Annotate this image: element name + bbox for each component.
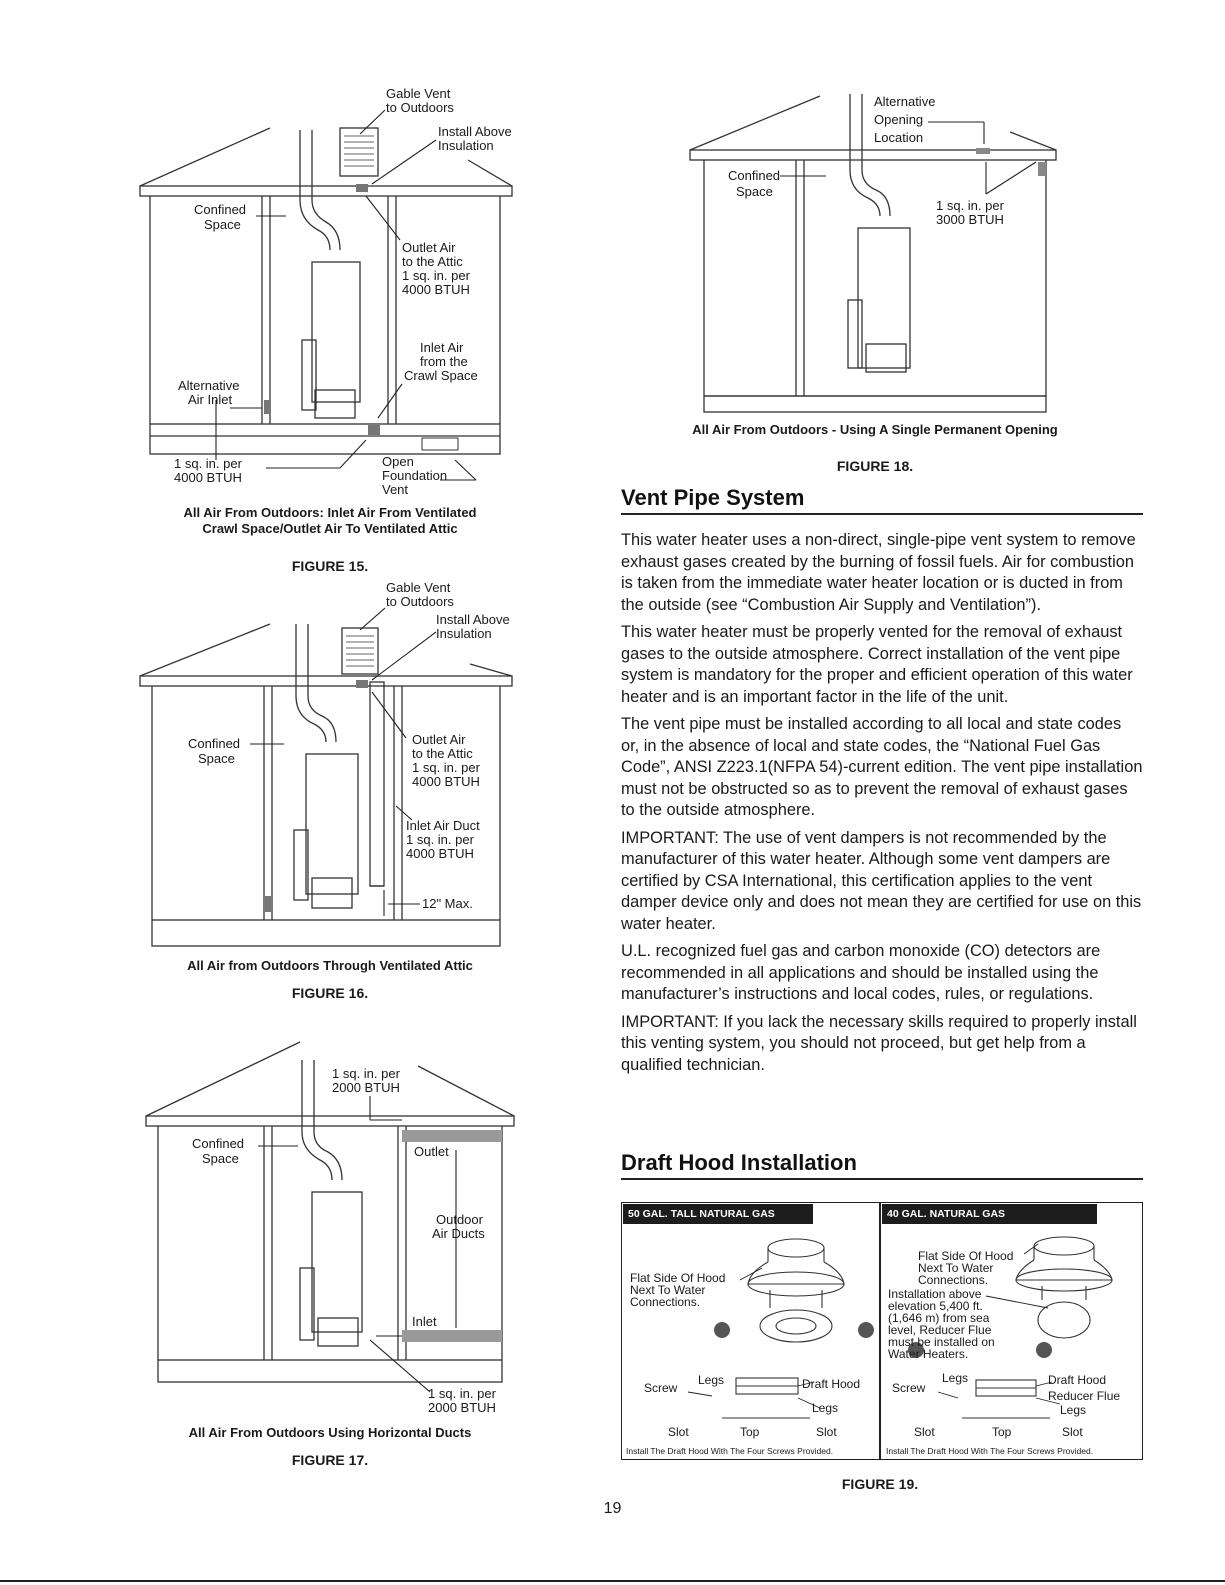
svg-text:to the Attic: to the Attic bbox=[402, 254, 463, 269]
svg-text:1 sq. in. per: 1 sq. in. per bbox=[406, 832, 474, 847]
fig18-caption: All Air From Outdoors - Using A Single Permanent Opening bbox=[692, 422, 1058, 437]
svg-text:Space: Space bbox=[202, 1151, 239, 1166]
svg-text:Air Inlet: Air Inlet bbox=[188, 392, 233, 407]
fig18-number: FIGURE 18. bbox=[836, 458, 914, 474]
fig19-left-legs-side-label: Legs bbox=[812, 1401, 839, 1415]
svg-text:1 sq. in. per: 1 sq. in. per bbox=[402, 268, 470, 283]
svg-text:Next To Water: Next To Water bbox=[918, 1261, 994, 1275]
draft-hood-heading: Draft Hood Installation bbox=[621, 1150, 1143, 1180]
svg-text:Air Ducts: Air Ducts bbox=[432, 1226, 485, 1241]
fig19-left-header: 50 GAL. TALL NATURAL GAS bbox=[623, 1204, 813, 1224]
fig16-confined-space-label: Confined bbox=[188, 736, 241, 751]
svg-text:Location: Location bbox=[874, 130, 924, 145]
fig19-left-slot-left-label: Slot bbox=[668, 1425, 689, 1439]
fig19-right-legs-top-label: Legs bbox=[942, 1371, 969, 1385]
fig19-left-legs-top-label: Legs bbox=[698, 1373, 725, 1387]
svg-text:from the: from the bbox=[420, 354, 468, 369]
fig15-inlet-air-label: Inlet Air bbox=[420, 340, 464, 355]
fig17-caption: All Air From Outdoors Using Horizontal Ducts bbox=[188, 1425, 472, 1440]
fig19-left-footer: Install The Draft Hood With The Four Screws Provided. bbox=[626, 1446, 834, 1456]
fig19-right-slot-right-label: Slot bbox=[1062, 1425, 1083, 1439]
fig16-inlet-duct-label: Inlet Air Duct bbox=[406, 818, 480, 833]
fig16-install-above-label: Install Above bbox=[436, 612, 510, 627]
svg-text:Water Heaters.: Water Heaters. bbox=[888, 1347, 969, 1361]
svg-text:4000 BTUH: 4000 BTUH bbox=[412, 774, 480, 789]
fig18-sq-in-label: 1 sq. in. per bbox=[936, 198, 1004, 213]
vent-paragraph: This water heater must be properly vented for the removal of exhaust gases to the outside atmosphere. Correct installation of the vent pipe system is mandatory for the proper and efficient operation of this water heater and is an important factor in the life of the unit. bbox=[621, 623, 1133, 706]
svg-text:Vent: Vent bbox=[382, 482, 409, 497]
svg-text:2000 BTUH: 2000 BTUH bbox=[332, 1080, 400, 1095]
page-number: 19 bbox=[603, 1500, 622, 1517]
svg-text:elevation 5,400 ft.: elevation 5,400 ft. bbox=[888, 1299, 983, 1313]
svg-text:Insulation: Insulation bbox=[438, 138, 494, 153]
vent-paragraph: The vent pipe must be installed according to all local and state codes or, in the absence of local and state codes, the “National Fuel Gas Code”, ANSI Z223.1(NFPA 54)-current edition. The vent pipe installation must not be obstructed so as to prevent the removal of exhaust gases to the outside atmosphere. bbox=[621, 715, 1143, 819]
svg-text:level, Reducer Flue: level, Reducer Flue bbox=[888, 1323, 992, 1337]
fig15-caption: All Air From Outdoors: Inlet Air From Ventilated Crawl Space/Outlet Air To Ventilated Attic bbox=[183, 505, 477, 536]
bottom-rule bbox=[0, 1580, 1225, 1582]
fig15-sq-in-label: 1 sq. in. per bbox=[174, 456, 242, 471]
fig19-left-slot-right-label: Slot bbox=[816, 1425, 837, 1439]
fig16-outlet-air-label: Outlet Air bbox=[412, 732, 466, 747]
svg-text:Insulation: Insulation bbox=[436, 626, 492, 641]
vent-paragraph: U.L. recognized fuel gas and carbon monoxide (CO) detectors are recommended in all applications and should be installed using the manufacturer’s instructions and local codes, rules, or regulations. bbox=[621, 942, 1101, 1003]
fig19-right-screw-label: Screw bbox=[892, 1381, 926, 1395]
fig19-left-draft-hood-label: Draft Hood bbox=[802, 1377, 861, 1391]
svg-text:4000 BTUH: 4000 BTUH bbox=[174, 470, 242, 485]
svg-text:Opening: Opening bbox=[874, 112, 924, 127]
fig15-install-above-label: Install Above bbox=[438, 124, 512, 139]
fig19-right-slot-left-label: Slot bbox=[914, 1425, 935, 1439]
svg-text:Connections.: Connections. bbox=[630, 1295, 701, 1309]
svg-text:Next To Water: Next To Water bbox=[630, 1283, 706, 1297]
vent-paragraph: IMPORTANT: The use of vent dampers is not recommended by the manufacturer of this water heater. Although some vent dampers are certified by CSA International, this certification applies to the vent damper device only and does not mean they are certified for use on this water heater. bbox=[621, 828, 1142, 933]
svg-text:(1,646 m) from sea: (1,646 m) from sea bbox=[888, 1311, 990, 1325]
fig19-right-header: 40 GAL. NATURAL GAS bbox=[882, 1204, 1097, 1224]
svg-text:Space: Space bbox=[204, 217, 241, 232]
svg-text:Crawl Space: Crawl Space bbox=[404, 368, 478, 383]
fig16-number: FIGURE 16. bbox=[291, 985, 369, 1001]
fig17-inlet-label: Inlet bbox=[412, 1314, 437, 1329]
svg-text:to the Attic: to the Attic bbox=[412, 746, 473, 761]
fig16-gable-vent-label: Gable Vent bbox=[386, 580, 451, 595]
fig17-outlet-label: Outlet bbox=[414, 1144, 449, 1159]
svg-text:to Outdoors: to Outdoors bbox=[386, 594, 454, 609]
svg-text:4000 BTUH: 4000 BTUH bbox=[406, 846, 474, 861]
fig15-alt-inlet-label: Alternative bbox=[178, 378, 240, 393]
fig19-left-flat-side-label: Flat Side Of Hood bbox=[630, 1271, 726, 1285]
fig19-left-screw-label: Screw bbox=[644, 1381, 678, 1395]
fig15-number: FIGURE 15. bbox=[291, 558, 369, 574]
fig19-number: FIGURE 19. bbox=[841, 1476, 919, 1492]
fig19-right-footer: Install The Draft Hood With The Four Screws Provided. bbox=[886, 1446, 1094, 1456]
fig18-confined-space-label: Confined bbox=[728, 168, 781, 183]
fig15-confined-space-label: Confined bbox=[194, 202, 247, 217]
fig15-foundation-label: Open bbox=[382, 454, 414, 469]
fig19-right-flat-side-label: Flat Side Of Hood bbox=[918, 1249, 1014, 1263]
vent-paragraph: This water heater uses a non-direct, single-pipe vent system to remove exhaust gases created by the burning of fossil fuels. Air for combustion is taken from the immediate water heater location or is ducted in from the outside (see “Combustion Air Supply and Ventilation”). bbox=[621, 531, 1136, 614]
svg-text:Foundation: Foundation bbox=[382, 468, 448, 483]
svg-text:4000 BTUH: 4000 BTUH bbox=[402, 282, 470, 297]
fig19-right-install-above-label: Installation above bbox=[888, 1287, 982, 1301]
vent-pipe-heading: Vent Pipe System bbox=[621, 485, 1143, 515]
fig17-bottom-sq-label: 1 sq. in. per bbox=[428, 1386, 496, 1401]
fig19-right-legs-side-label: Legs bbox=[1060, 1403, 1087, 1417]
fig16-max-label: 12" Max. bbox=[422, 896, 473, 911]
fig15-gable-vent-label: Gable Vent bbox=[386, 86, 451, 101]
svg-text:2000 BTUH: 2000 BTUH bbox=[428, 1400, 496, 1415]
fig17-confined-space-label: Confined bbox=[192, 1136, 245, 1151]
fig19-right-draft-hood-label: Draft Hood bbox=[1048, 1373, 1107, 1387]
fig17-top-sq-label: 1 sq. in. per bbox=[332, 1066, 400, 1081]
vent-paragraph: IMPORTANT: If you lack the necessary skills required to properly install this venting system, you should not proceed, but get help from a qualified technician. bbox=[621, 1012, 1137, 1074]
svg-text:to Outdoors: to Outdoors bbox=[386, 100, 454, 115]
fig16-caption: All Air from Outdoors Through Ventilated Attic bbox=[187, 958, 473, 973]
fig19-left-top-label: Top bbox=[740, 1425, 760, 1439]
fig17-outdoor-ducts-label: Outdoor bbox=[436, 1212, 483, 1227]
fig18-alt-opening-label: Alternative bbox=[874, 94, 936, 109]
svg-text:1 sq. in. per: 1 sq. in. per bbox=[412, 760, 480, 775]
fig19-right-top-label: Top bbox=[992, 1425, 1012, 1439]
svg-text:Connections.: Connections. bbox=[918, 1273, 989, 1287]
svg-text:must be installed on: must be installed on bbox=[888, 1335, 995, 1349]
fig15-outlet-air-label: Outlet Air bbox=[402, 240, 456, 255]
fig17-number: FIGURE 17. bbox=[291, 1452, 369, 1468]
svg-text:Space: Space bbox=[736, 184, 773, 199]
svg-text:3000 BTUH: 3000 BTUH bbox=[936, 212, 1004, 227]
fig19-right-reducer-flue-label: Reducer Flue bbox=[1048, 1389, 1121, 1403]
svg-text:Space: Space bbox=[198, 751, 235, 766]
